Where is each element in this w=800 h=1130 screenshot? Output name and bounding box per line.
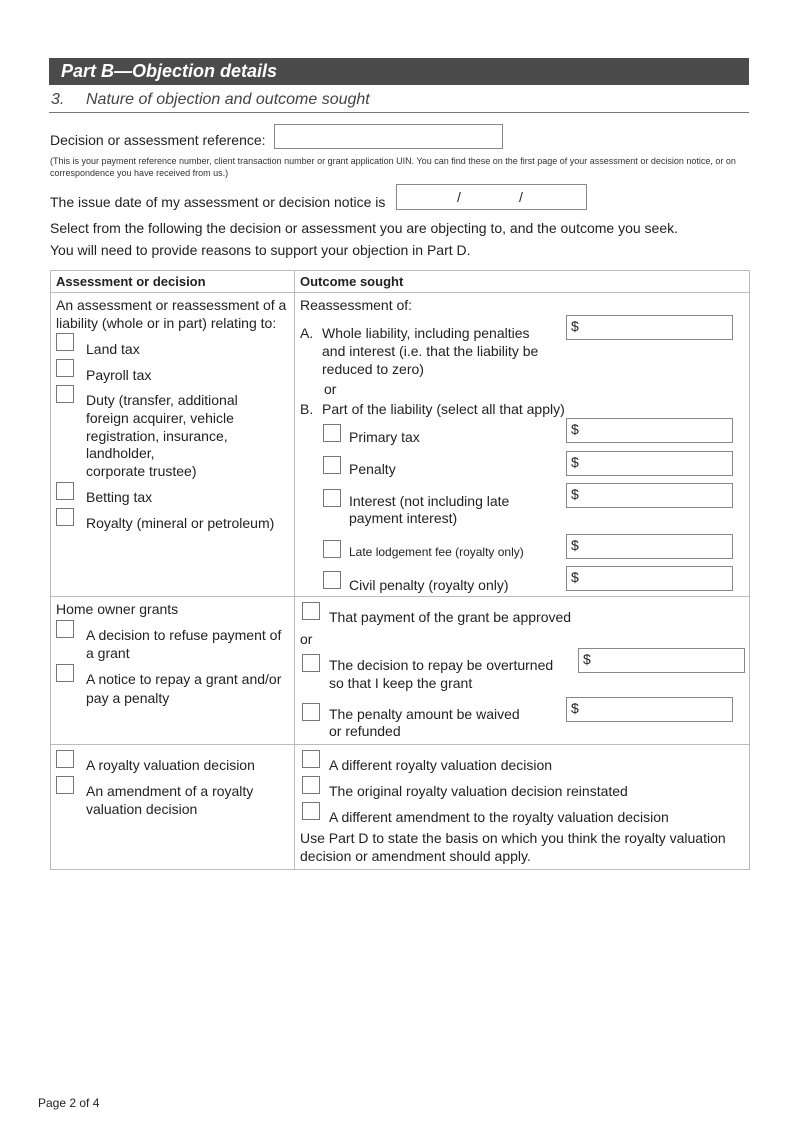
reference-note: (This is your payment reference number, client transaction number or grant application UIN. You can find these on the first page of your assessment or decision notice, or on correspondence you have received from us.) [50,156,736,178]
whole-liability-label: Whole liability, including penalties [322,325,530,341]
penalty-waived-amount-input[interactable] [566,697,733,722]
dollar-sign: $ [571,569,579,585]
assessment-intro: liability (whole or in part) relating to: [56,315,277,331]
repay-overturned-amount-input[interactable] [578,648,745,673]
dollar-sign: $ [571,700,579,716]
payroll-tax-label: Payroll tax [86,367,152,383]
decision-reference-input[interactable] [274,124,503,149]
repay-grant-checkbox[interactable] [56,664,74,682]
different-amendment-label: A different amendment to the royalty valuation decision [329,809,669,825]
assessment-intro: An assessment or reassessment of a [56,297,287,313]
refuse-payment-label: a grant [86,645,130,661]
primary-tax-label: Primary tax [349,429,420,445]
penalty-amount-input[interactable] [566,451,733,476]
late-lodgement-amount-input[interactable] [566,534,733,559]
section-number: 3. [51,91,65,108]
reassessment-heading: Reassessment of: [300,297,413,313]
repay-overturned-checkbox[interactable] [302,654,320,672]
date-separator: / [457,189,461,205]
late-lodgement-label: Late lodgement fee (royalty only) [349,545,524,559]
refuse-payment-label: A decision to refuse payment of [86,627,282,643]
issue-date-label: The issue date of my assessment or decision notice is [50,194,386,210]
whole-liability-label: and interest (i.e. that the liability be [322,343,539,359]
column-divider [294,270,295,870]
repay-grant-label: A notice to repay a grant and/or [86,671,282,687]
option-a-marker: A. [300,325,314,341]
date-separator: / [519,189,523,205]
option-b-marker: B. [300,401,314,417]
dollar-sign: $ [571,318,579,334]
penalty-waived-checkbox[interactable] [302,703,320,721]
repay-grant-label: pay a penalty [86,690,170,706]
civil-penalty-checkbox[interactable] [323,571,341,589]
duty-label: registration, insurance, [86,428,228,444]
royalty-amendment-checkbox[interactable] [56,776,74,794]
part-title: Part B—Objection details [49,58,749,85]
or-text: or [324,381,337,397]
repay-overturned-label: so that I keep the grant [329,675,473,691]
refuse-payment-checkbox[interactable] [56,620,74,638]
duty-label: Duty (transfer, additional [86,392,238,408]
dollar-sign: $ [571,454,579,470]
interest-label: payment interest) [349,510,458,526]
payroll-tax-checkbox[interactable] [56,359,74,377]
primary-tax-amount-input[interactable] [566,418,733,443]
royalty-checkbox[interactable] [56,508,74,526]
land-tax-label: Land tax [86,341,140,357]
part-liability-label: Part of the liability (select all that apply) [322,401,565,417]
penalty-checkbox[interactable] [323,456,341,474]
interest-label: Interest (not including late [349,493,510,509]
reinstated-label: The original royalty valuation decision reinstated [329,783,628,799]
interest-checkbox[interactable] [323,489,341,507]
land-tax-checkbox[interactable] [56,333,74,351]
late-lodgement-checkbox[interactable] [323,540,341,558]
row-divider [50,292,750,293]
civil-penalty-label: Civil penalty (royalty only) [349,577,509,593]
grant-approved-checkbox[interactable] [302,602,320,620]
duty-label: foreign acquirer, vehicle [86,410,234,426]
whole-liability-label: reduced to zero) [322,361,424,377]
column-header-outcome: Outcome sought [300,274,404,289]
penalty-waived-label: or refunded [329,723,401,739]
whole-liability-amount-input[interactable] [566,315,733,340]
issue-date-field[interactable] [396,184,587,210]
duty-checkbox[interactable] [56,385,74,403]
part-d-note: Use Part D to state the basis on which you think the royalty valuation [300,830,726,846]
royalty-valuation-label: A royalty valuation decision [86,757,255,773]
civil-penalty-amount-input[interactable] [566,566,733,591]
different-valuation-checkbox[interactable] [302,750,320,768]
repay-overturned-label: The decision to repay be overturned [329,657,554,673]
page-number: Page 2 of 4 [38,1096,100,1110]
penalty-label: Penalty [349,461,396,477]
grant-approved-label: That payment of the grant be approved [329,609,572,625]
penalty-waived-label: The penalty amount be waived [329,706,520,722]
royalty-valuation-checkbox[interactable] [56,750,74,768]
duty-label: landholder, [86,445,155,461]
home-owner-grants-heading: Home owner grants [56,601,179,617]
dollar-sign: $ [571,486,579,502]
interest-amount-input[interactable] [566,483,733,508]
dollar-sign: $ [583,651,591,667]
reinstated-checkbox[interactable] [302,776,320,794]
dollar-sign: $ [571,537,579,553]
instruction-line: Select from the following the decision or assessment you are objecting to, and the outcome you seek. [50,220,679,236]
betting-tax-checkbox[interactable] [56,482,74,500]
column-header-assessment: Assessment or decision [56,274,206,289]
royalty-amendment-label: valuation decision [86,801,198,817]
part-d-note: decision or amendment should apply. [300,848,531,864]
royalty-amendment-label: An amendment of a royalty [86,783,254,799]
section-heading [49,88,749,113]
section-title: Nature of objection and outcome sought [86,91,370,108]
or-text: or [300,631,313,647]
decision-reference-label: Decision or assessment reference: [50,132,266,148]
row-divider [50,596,750,597]
primary-tax-checkbox[interactable] [323,424,341,442]
dollar-sign: $ [571,421,579,437]
row-divider [50,744,750,745]
royalty-label: Royalty (mineral or petroleum) [86,515,275,531]
duty-label: corporate trustee) [86,463,197,479]
betting-tax-label: Betting tax [86,489,153,505]
instruction-line: You will need to provide reasons to support your objection in Part D. [50,242,471,258]
different-amendment-checkbox[interactable] [302,802,320,820]
different-valuation-label: A different royalty valuation decision [329,757,553,773]
